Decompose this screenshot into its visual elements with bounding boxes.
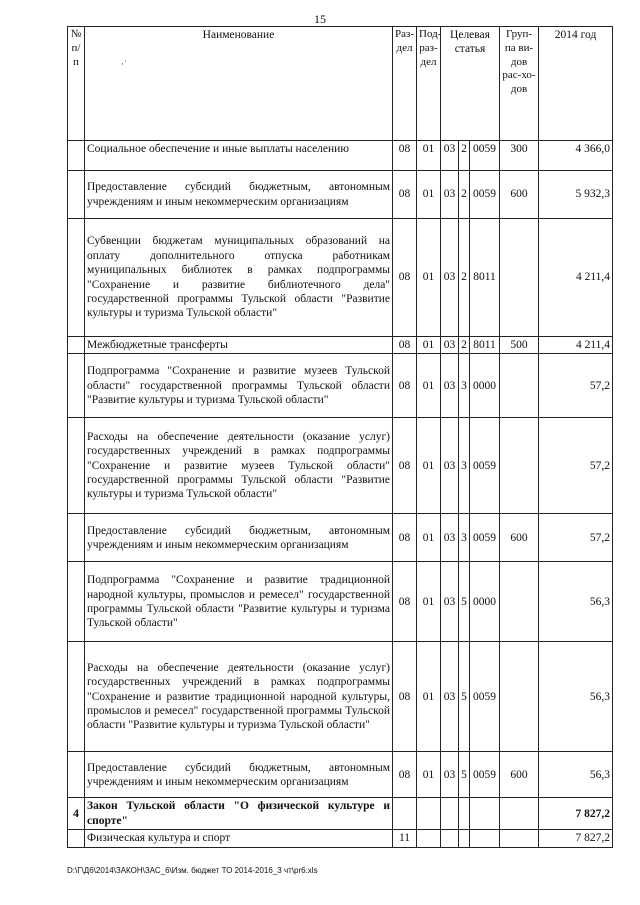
row-name: Социальное обеспечение и иные выплаты населению [85, 141, 393, 171]
table-row [68, 354, 613, 418]
row-amount-2014: 4 366,0 [539, 141, 613, 171]
row-subsection: 01 [417, 562, 441, 642]
row-amount-2014: 56,3 [539, 752, 613, 798]
row-target-direction [470, 830, 500, 847]
header-year: 2014 год [539, 27, 613, 141]
table-row [68, 642, 613, 752]
row-target-subprogram: 2 [459, 171, 470, 219]
table-row [68, 830, 613, 847]
row-amount-2014: 4 211,4 [539, 337, 613, 354]
row-target-direction: 0059 [470, 171, 500, 219]
row-section: 08 [393, 514, 417, 562]
row-target-subprogram [459, 798, 470, 830]
row-amount-2014: 56,3 [539, 562, 613, 642]
header-subsection: Под-раз-дел [417, 27, 441, 141]
table-body [68, 141, 613, 848]
row-target-subprogram: 3 [459, 514, 470, 562]
row-subsection: 01 [417, 514, 441, 562]
row-expense-type [500, 219, 539, 337]
row-section: 08 [393, 337, 417, 354]
row-subsection: 01 [417, 642, 441, 752]
row-section: 08 [393, 171, 417, 219]
header-name: Наименование [85, 27, 393, 141]
row-subsection: 01 [417, 219, 441, 337]
row-number [68, 141, 85, 171]
row-target-direction: 0059 [470, 752, 500, 798]
row-name: Межбюджетные трансферты [85, 337, 393, 354]
row-name: Предоставление субсидий бюджетным, автономным учреждениям и иным некоммерческим организациям [85, 514, 393, 562]
row-name: Субвенции бюджетам муниципальных образований на оплату дополнительного отпуска работникам муниципальных библиотек в рамках подпрограммы "Сохранение и развитие библиотечного дела" государственной программы Тульской области "Развитие культуры и туризма Тульской области" [85, 219, 393, 337]
row-expense-type [500, 418, 539, 514]
row-target-program: 03 [441, 514, 459, 562]
row-target-direction: 0059 [470, 642, 500, 752]
row-name: Подпрограмма "Сохранение и развитие музеев Тульской области" государственной программы Тульской области "Развитие культуры и туризма Тульской области" [85, 354, 393, 418]
row-number [68, 171, 85, 219]
row-name: Расходы на обеспечение деятельности (оказание услуг) государственных учреждений в рамках подпрограммы "Сохранение и развитие музеев Тульской области" государственной программы Тульской области "Развитие культуры и туризма Тульской области" [85, 418, 393, 514]
budget-table [67, 26, 613, 848]
row-number [68, 418, 85, 514]
row-subsection [417, 830, 441, 847]
table-row [68, 171, 613, 219]
row-target-subprogram: 5 [459, 752, 470, 798]
row-number [68, 752, 85, 798]
row-section: 08 [393, 418, 417, 514]
row-expense-type [500, 642, 539, 752]
row-target-program: 03 [441, 642, 459, 752]
row-target-direction [470, 798, 500, 830]
row-section: 11 [393, 830, 417, 847]
row-amount-2014: 4 211,4 [539, 219, 613, 337]
row-number [68, 219, 85, 337]
row-target-program [441, 798, 459, 830]
row-target-subprogram [459, 830, 470, 847]
row-number [68, 642, 85, 752]
row-name: Предоставление субсидий бюджетным, автономным учреждениям и иным некоммерческим организациям [85, 171, 393, 219]
row-target-program: 03 [441, 219, 459, 337]
row-subsection: 01 [417, 171, 441, 219]
row-number: 4 [68, 798, 85, 830]
row-amount-2014: 7 827,2 [539, 798, 613, 830]
row-expense-type: 600 [500, 752, 539, 798]
row-section: 08 [393, 642, 417, 752]
row-target-program: 03 [441, 752, 459, 798]
row-name: Закон Тульской области "О физической культуре и спорте" [85, 798, 393, 830]
row-number [68, 354, 85, 418]
row-expense-type: 300 [500, 141, 539, 171]
row-subsection: 01 [417, 141, 441, 171]
row-expense-type [500, 798, 539, 830]
row-target-subprogram: 2 [459, 337, 470, 354]
row-section: 08 [393, 219, 417, 337]
row-name: Физическая культура и спорт [85, 830, 393, 847]
footer-file-path: D:\Г\Д6\2014\ЗАКОН\ЗАС_6\Изм. бюджет ТО 2014-2016_3 чт\pr6.xls [67, 866, 318, 875]
row-target-subprogram: 3 [459, 418, 470, 514]
header-target-article: Целевая статья [441, 27, 500, 141]
row-section [393, 798, 417, 830]
row-target-direction: 8011 [470, 219, 500, 337]
row-name: Предоставление субсидий бюджетным, автономным учреждениям и иным некоммерческим организациям [85, 752, 393, 798]
row-target-program: 03 [441, 337, 459, 354]
header-section: Раз-дел [393, 27, 417, 141]
row-section: 08 [393, 752, 417, 798]
row-expense-type: 600 [500, 514, 539, 562]
row-amount-2014: 57,2 [539, 514, 613, 562]
row-number [68, 337, 85, 354]
table-row [68, 337, 613, 354]
row-target-direction: 0059 [470, 141, 500, 171]
row-section: 08 [393, 562, 417, 642]
row-target-subprogram: 2 [459, 219, 470, 337]
row-number [68, 514, 85, 562]
row-target-subprogram: 5 [459, 562, 470, 642]
row-number [68, 562, 85, 642]
row-target-program: 03 [441, 562, 459, 642]
table-row [68, 514, 613, 562]
row-target-direction: 0000 [470, 562, 500, 642]
row-number [68, 830, 85, 847]
row-amount-2014: 5 932,3 [539, 171, 613, 219]
row-amount-2014: 57,2 [539, 418, 613, 514]
row-target-program: 03 [441, 418, 459, 514]
table-row [68, 418, 613, 514]
table-row [68, 562, 613, 642]
row-subsection: 01 [417, 418, 441, 514]
table-row [68, 798, 613, 830]
row-expense-type: 500 [500, 337, 539, 354]
row-subsection [417, 798, 441, 830]
row-target-direction: 8011 [470, 337, 500, 354]
row-subsection: 01 [417, 354, 441, 418]
row-section: 08 [393, 354, 417, 418]
row-target-subprogram: 2 [459, 141, 470, 171]
row-target-program: 03 [441, 354, 459, 418]
scan-mark: ·˙ [121, 59, 127, 69]
row-subsection: 01 [417, 752, 441, 798]
page-number: 15 [314, 12, 326, 26]
table-row [68, 141, 613, 171]
row-expense-type [500, 830, 539, 847]
row-target-subprogram: 3 [459, 354, 470, 418]
row-expense-type [500, 354, 539, 418]
row-subsection: 01 [417, 337, 441, 354]
row-name: Подпрограмма "Сохранение и развитие традиционной народной культуры, промыслов и ремесел" государственной программы Тульской области "Развитие культуры и туризма Тульской области" [85, 562, 393, 642]
row-amount-2014: 57,2 [539, 354, 613, 418]
header-expense-group: Груп-па ви-дов рас-хо-дов [500, 27, 539, 141]
row-name: Расходы на обеспечение деятельности (оказание услуг) государственных учреждений в рамках подпрограммы "Сохранение и развитие традиционной народной культуры, промыслов и ремесел" государственной программы Тульской области "Развитие культуры и туризма Тульской области" [85, 642, 393, 752]
row-target-subprogram: 5 [459, 642, 470, 752]
table-header [68, 27, 613, 141]
row-target-program: 03 [441, 141, 459, 171]
row-expense-type: 600 [500, 171, 539, 219]
table-row [68, 219, 613, 337]
row-target-direction: 0059 [470, 418, 500, 514]
row-amount-2014: 56,3 [539, 642, 613, 752]
header-num: № п/п [68, 27, 85, 141]
row-target-direction: 0059 [470, 514, 500, 562]
row-expense-type [500, 562, 539, 642]
row-amount-2014: 7 827,2 [539, 830, 613, 847]
row-target-program: 03 [441, 171, 459, 219]
row-section: 08 [393, 141, 417, 171]
row-target-direction: 0000 [470, 354, 500, 418]
table-row [68, 752, 613, 798]
row-target-program [441, 830, 459, 847]
